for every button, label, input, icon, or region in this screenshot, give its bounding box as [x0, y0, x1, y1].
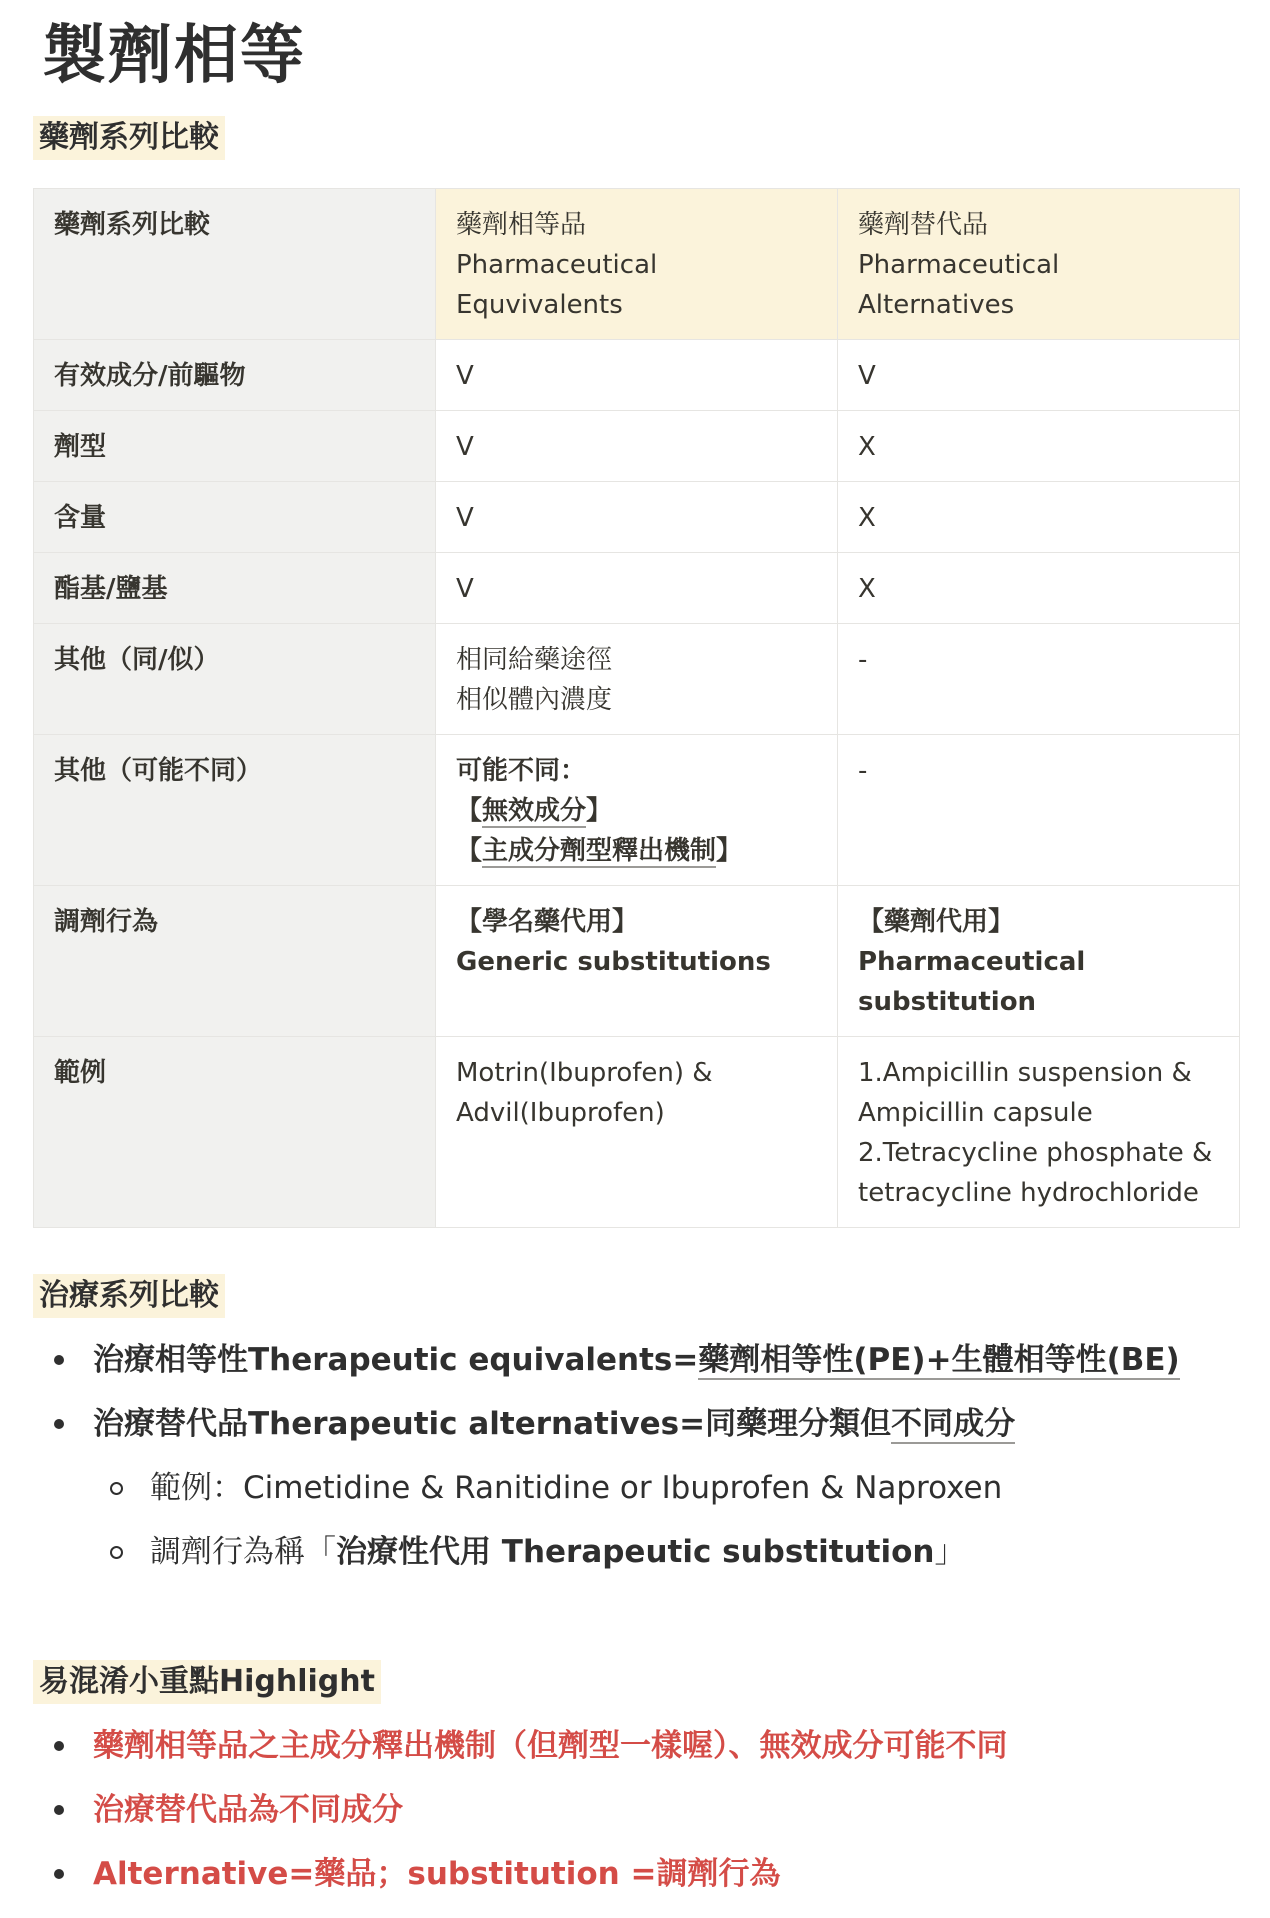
cell-pe: V: [436, 340, 838, 411]
bracket-open: 【: [456, 796, 483, 826]
cell-pa-line: 2.Tetracycline phosphate &: [858, 1138, 1213, 1168]
cell-pa: [838, 886, 1240, 1037]
cell-pe: V: [436, 553, 838, 624]
column-header-pa: [838, 189, 1240, 340]
cell-pa-line: 1.Ampicillin suspension &: [858, 1058, 1192, 1088]
table-row: [34, 340, 1240, 411]
column-header-pe-line: 藥劑相等品: [456, 210, 587, 240]
table-corner-cell: [34, 189, 436, 340]
underlined-term: 藥劑相等性(PE)+生體相等性(BE): [698, 1342, 1180, 1378]
table-row: [34, 886, 1240, 1037]
bracket-close: 】: [716, 836, 743, 866]
column-header-pe-line: Equvivalents: [456, 290, 623, 320]
bullet-dot: [54, 1355, 64, 1365]
cell-pe: [436, 624, 838, 735]
underlined-term: 主成分劑型釋出機制: [482, 836, 717, 866]
cell-pe: V: [436, 482, 838, 553]
row-label: 調劑行為: [34, 886, 436, 1037]
sub-bullet-text: 範例：Cimetidine & Ranitidine or Ibuprofen & Naproxen: [150, 1470, 1003, 1506]
bullet-text-prefix: 治療相等性Therapeutic equivalents=: [93, 1342, 699, 1378]
cell-pa: V: [838, 340, 1240, 411]
column-header-pe-line: Pharmaceutical: [456, 250, 658, 280]
bracket-open: 【: [456, 836, 483, 866]
bullet-text: [93, 1340, 1180, 1380]
sub-bullet-circle: [110, 1482, 123, 1495]
row-label: 含量: [34, 482, 436, 553]
bullet-text-prefix: 治療替代品Therapeutic alternatives=同藥理分類但: [93, 1406, 892, 1442]
cell-pa: X: [838, 482, 1240, 553]
sub-bullet-bold: 治療性代用 Therapeutic substitution: [336, 1534, 935, 1570]
cell-pe-line: Advil(Ibuprofen): [456, 1098, 665, 1128]
section-heading-pharmaceutical-comparison: 藥劑系列比較: [33, 116, 225, 160]
table-row: [34, 553, 1240, 624]
sub-bullet-suffix: 」: [934, 1534, 966, 1570]
bullet-dot: [54, 1805, 64, 1815]
cell-pe-line: 可能不同：: [456, 756, 587, 786]
highlight-text: Alternative=藥品；substitution =調劑行為: [93, 1856, 781, 1892]
cell-pe-line: [456, 831, 817, 871]
cell-pa-line: Pharmaceutical: [858, 947, 1086, 977]
sub-bullet-text: [150, 1532, 965, 1572]
cell-pa: -: [838, 624, 1240, 735]
comparison-table: [33, 188, 1240, 1228]
cell-pe-line: Motrin(Ibuprofen) &: [456, 1058, 713, 1088]
table-row: [34, 411, 1240, 482]
cell-pa-line: Ampicillin capsule: [858, 1098, 1093, 1128]
sub-bullet-circle: [110, 1546, 123, 1559]
column-header-pa-line: Alternatives: [858, 290, 1015, 320]
table-row: [34, 1037, 1240, 1228]
bullet-dot: [54, 1419, 64, 1429]
cell-pa: -: [838, 735, 1240, 886]
underlined-term: 無效成分: [482, 796, 587, 826]
cell-pe-line: 相似體內濃度: [456, 685, 613, 715]
cell-pa: X: [838, 411, 1240, 482]
highlight-text: 藥劑相等品之主成分釋出機制（但劑型一樣喔）、無效成分可能不同: [93, 1728, 1008, 1764]
cell-pe-line: Generic substitutions: [456, 947, 771, 977]
cell-pa-line: 【藥劑代用】: [858, 907, 1015, 937]
cell-pa: [838, 1037, 1240, 1228]
cell-pe-line: [456, 791, 817, 831]
table-header-row: [34, 189, 1240, 340]
sub-bullet-prefix: 調劑行為稱「: [150, 1534, 336, 1570]
column-header-pe: [436, 189, 838, 340]
cell-pe: [436, 886, 838, 1037]
bullet-dot: [54, 1869, 64, 1879]
bracket-close: 】: [586, 796, 613, 826]
cell-pe: [436, 735, 838, 886]
row-label: 酯基/鹽基: [34, 553, 436, 624]
table-row: [34, 482, 1240, 553]
bullet-text: [93, 1404, 1015, 1444]
row-label: 其他（可能不同）: [34, 735, 436, 886]
page-title: 製劑相等: [42, 19, 306, 93]
cell-pe: V: [436, 411, 838, 482]
cell-pa: X: [838, 553, 1240, 624]
row-label: 劑型: [34, 411, 436, 482]
underlined-term: 不同成分: [891, 1406, 1016, 1442]
bullet-dot: [54, 1741, 64, 1751]
section-heading-therapeutic-comparison: 治療系列比較: [33, 1274, 225, 1318]
cell-pe-line: 【學名藥代用】: [456, 907, 639, 937]
row-label: 有效成分/前驅物: [34, 340, 436, 411]
table-row: [34, 624, 1240, 735]
column-header-pa-line: 藥劑替代品: [858, 210, 989, 240]
row-label: 範例: [34, 1037, 436, 1228]
section-heading-highlight: 易混淆小重點Highlight: [33, 1660, 381, 1704]
cell-pa-line: substitution: [858, 987, 1037, 1017]
row-label: 其他（同/似）: [34, 624, 436, 735]
table-corner-label: 藥劑系列比較: [54, 210, 211, 240]
cell-pe-line: 相同給藥途徑: [456, 645, 613, 675]
cell-pe: [436, 1037, 838, 1228]
table-row: [34, 735, 1240, 886]
cell-pa-line: tetracycline hydrochloride: [858, 1178, 1199, 1208]
column-header-pa-line: Pharmaceutical: [858, 250, 1060, 280]
highlight-text: 治療替代品為不同成分: [93, 1792, 403, 1828]
